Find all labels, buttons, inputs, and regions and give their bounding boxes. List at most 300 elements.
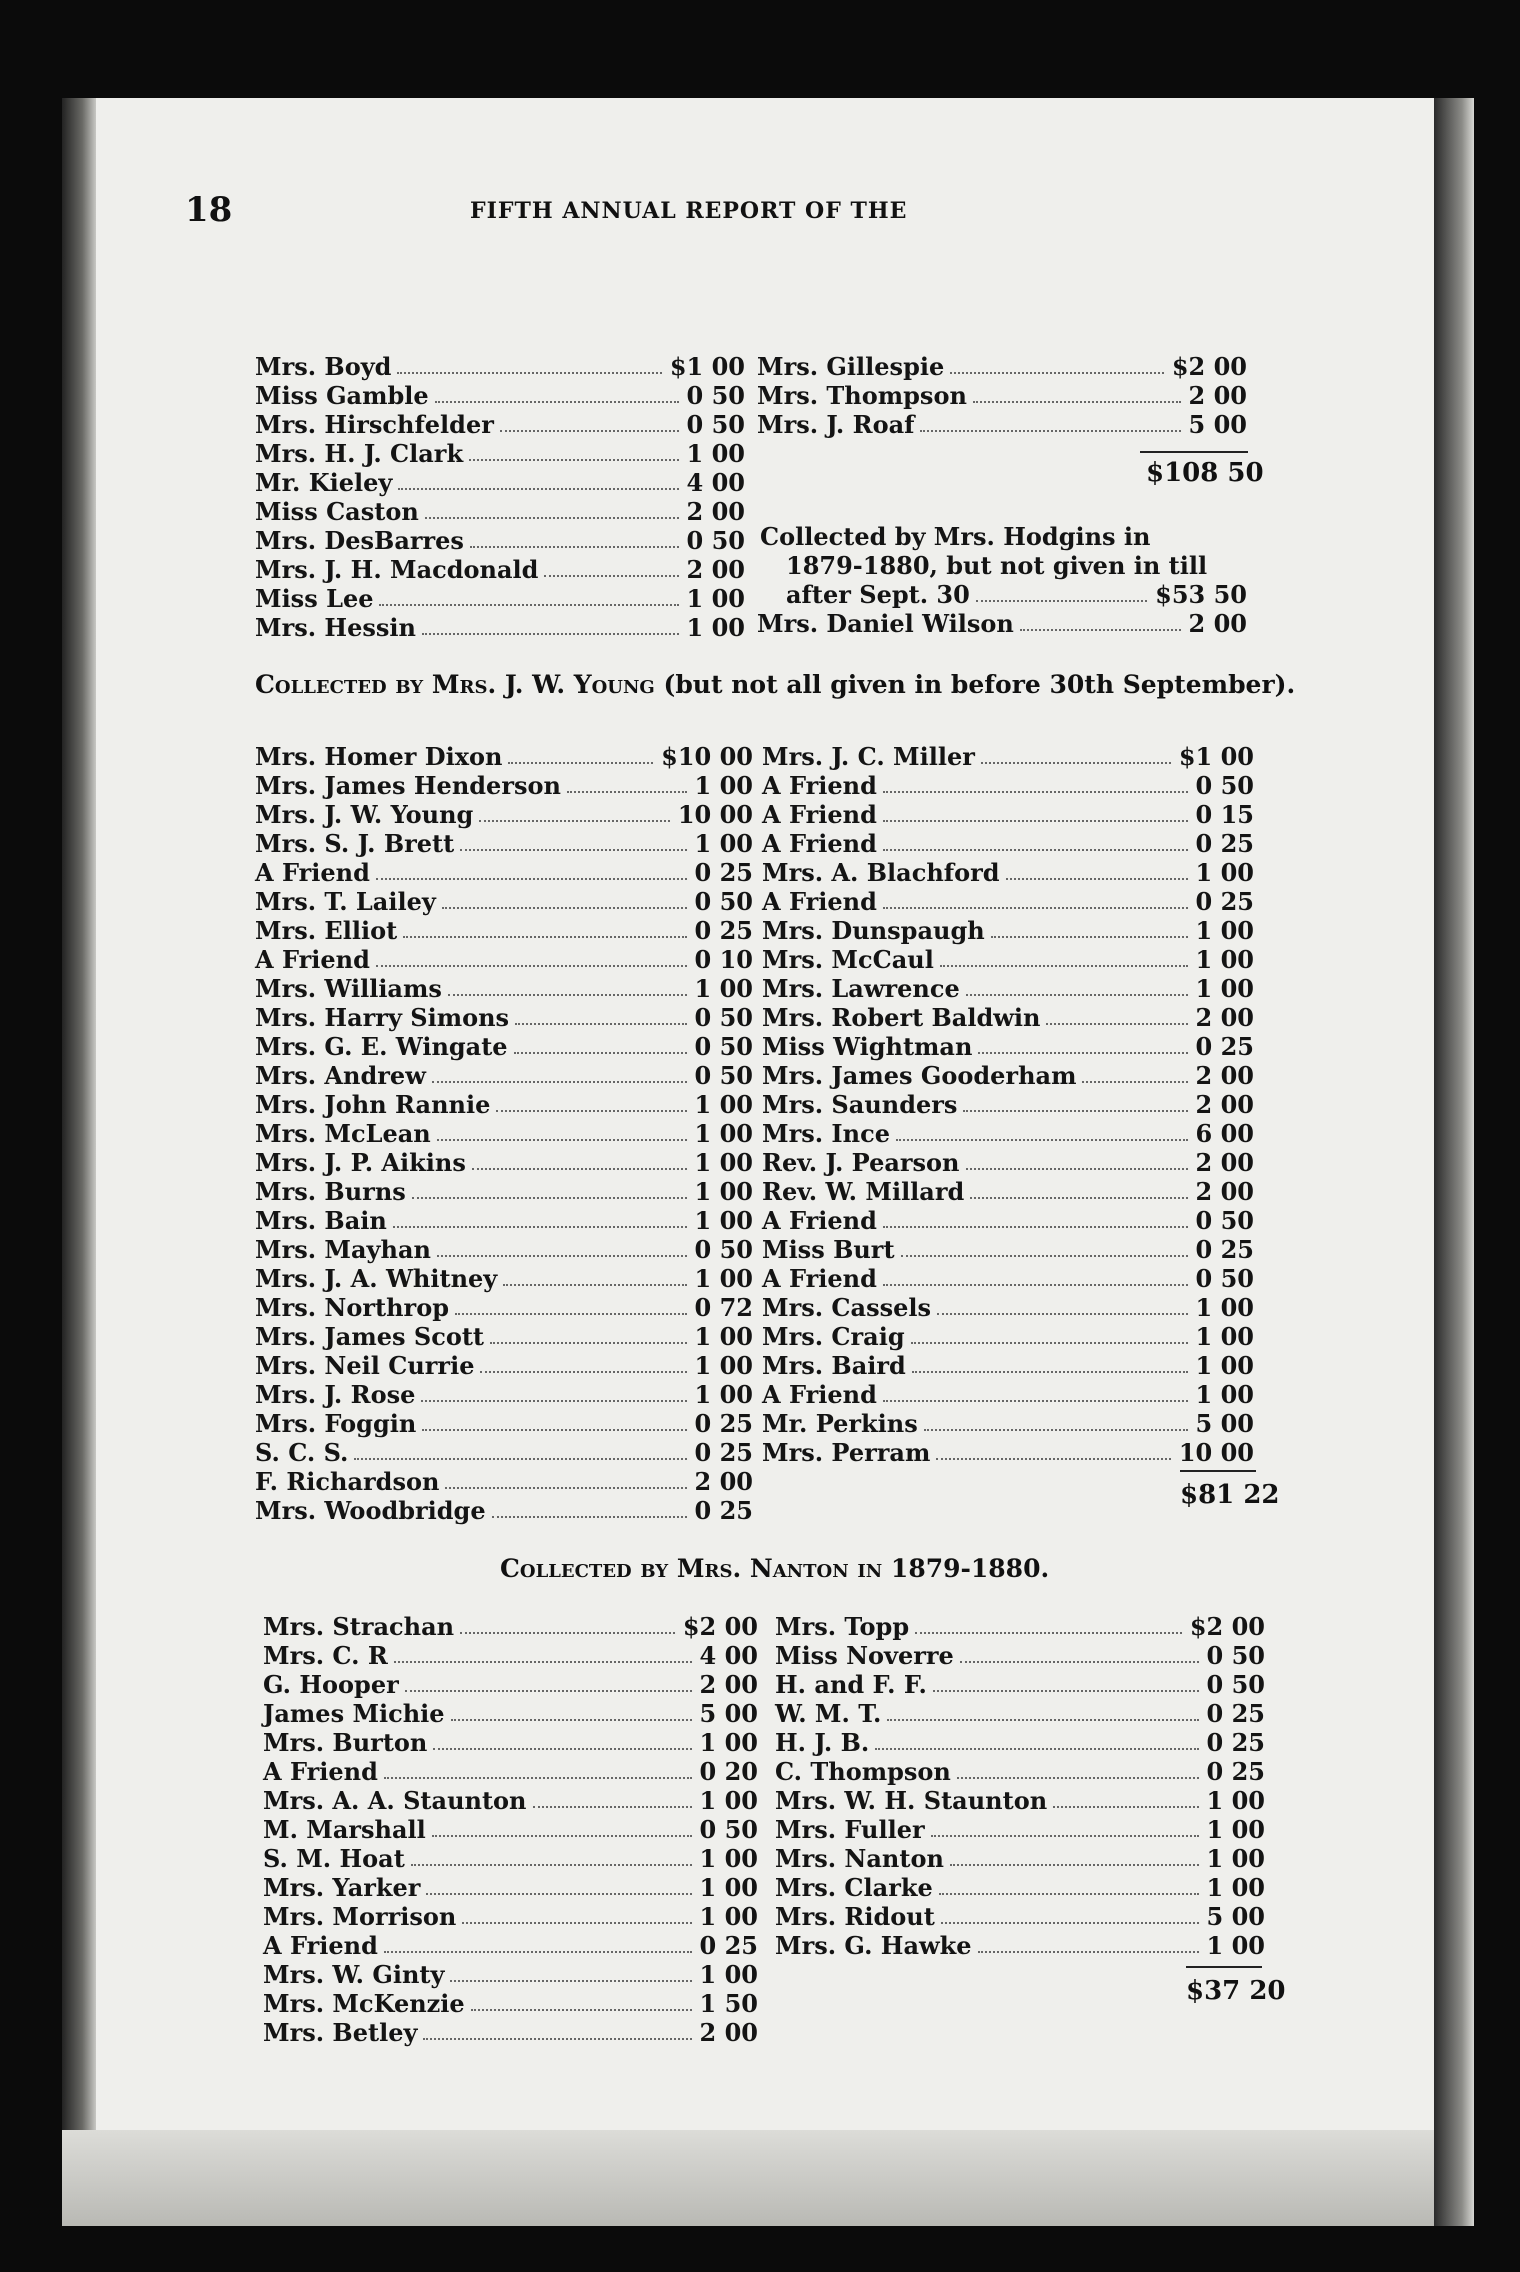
leader-dots [437, 1253, 687, 1257]
leader-dots [533, 1804, 692, 1808]
contributor-name: Mrs. Foggin [255, 1409, 417, 1438]
leader-dots [471, 2007, 692, 2011]
contributor-name: Mrs. DesBarres [255, 526, 464, 555]
contributor-name: Mrs. Neil Currie [255, 1351, 475, 1380]
ledger-entry [757, 352, 1247, 381]
leader-dots [394, 1659, 692, 1663]
amount: 1 00 [1195, 945, 1254, 974]
ledger-entry [255, 916, 753, 945]
leader-dots [912, 1369, 1188, 1373]
amount: 1 00 [1206, 1931, 1265, 1960]
amount: 0 25 [694, 858, 753, 887]
contributor-name: A Friend [762, 1264, 877, 1293]
facing-page-edge [1434, 98, 1474, 2226]
ledger-entry [762, 887, 1254, 916]
leader-dots [479, 818, 670, 822]
leader-dots [939, 1891, 1199, 1895]
ledger-entry [255, 468, 745, 497]
amount: 1 00 [694, 1264, 753, 1293]
section1-total: $108 50 [1146, 458, 1264, 488]
contributor-name: Mrs. Strachan [263, 1612, 455, 1641]
ledger-entry [762, 916, 1254, 945]
amount: 5 00 [1195, 1409, 1254, 1438]
amount: 0 50 [694, 887, 753, 916]
leader-dots [937, 1311, 1188, 1315]
contributor-name: Mrs. Burton [263, 1728, 428, 1757]
leader-dots [426, 1891, 692, 1895]
amount: 0 50 [1206, 1641, 1265, 1670]
contributor-name: Miss Noverre [775, 1641, 954, 1670]
ledger-entry [255, 742, 753, 771]
contributor-name: Miss Lee [255, 584, 374, 613]
contributor-name: Mrs. J. W. Young [255, 800, 474, 829]
contributor-name: A Friend [255, 945, 370, 974]
ledger-entry [762, 945, 1254, 974]
leader-dots [376, 876, 687, 880]
contributor-name: Mrs. Ince [762, 1119, 890, 1148]
amount: 2 00 [1188, 609, 1247, 638]
amount: 1 00 [1195, 1380, 1254, 1409]
ledger-entry [263, 1728, 758, 1757]
leader-dots [966, 1166, 1188, 1170]
leader-dots [883, 789, 1188, 793]
ledger-entry [762, 1293, 1254, 1322]
ledger-entry [255, 526, 745, 555]
contributor-name: A Friend [762, 771, 877, 800]
ledger-entry [762, 1003, 1254, 1032]
amount: $2 00 [1171, 352, 1247, 381]
ledger-entry [263, 1873, 758, 1902]
leader-dots [970, 1195, 1188, 1199]
leader-dots [875, 1746, 1199, 1750]
leader-dots [933, 1688, 1199, 1692]
leader-dots [896, 1137, 1188, 1141]
amount: 0 50 [699, 1815, 758, 1844]
contributor-name: A Friend [762, 829, 877, 858]
contributor-name: A Friend [263, 1757, 378, 1786]
ledger-entry [255, 1090, 753, 1119]
amount: 0 15 [1195, 800, 1254, 829]
leader-dots [384, 1775, 692, 1779]
amount: 1 00 [1195, 916, 1254, 945]
amount: 1 00 [694, 1119, 753, 1148]
amount: 0 25 [1195, 1235, 1254, 1264]
hodgins-note-line3 [786, 580, 1247, 609]
ledger-entry [263, 1902, 758, 1931]
ledger-entry [762, 829, 1254, 858]
ledger-entry [775, 1844, 1265, 1873]
amount: 1 00 [694, 1177, 753, 1206]
leader-dots [966, 992, 1188, 996]
contributor-name: G. Hooper [263, 1670, 399, 1699]
contributor-name: Mrs. Williams [255, 974, 442, 1003]
leader-dots [462, 1920, 692, 1924]
amount: 1 00 [694, 829, 753, 858]
leader-dots [920, 428, 1181, 432]
ledger-entry [762, 1380, 1254, 1409]
leader-dots [1082, 1079, 1188, 1083]
amount: 2 00 [1195, 1003, 1254, 1032]
contributor-name: Mrs. Hessin [255, 613, 416, 642]
ledger-entry [255, 1119, 753, 1148]
ledger-entry [255, 1438, 753, 1467]
ledger-entry [255, 1264, 753, 1293]
ledger-entry [775, 1902, 1265, 1931]
contributor-name: Mrs. Thompson [757, 381, 967, 410]
amount: 1 00 [694, 1090, 753, 1119]
ledger-entry [775, 1728, 1265, 1757]
leader-dots [957, 1775, 1199, 1779]
amount: 1 00 [699, 1960, 758, 1989]
contributor-name: Mrs. James Henderson [255, 771, 561, 800]
ledger-entry [263, 2018, 758, 2047]
contributor-name: M. Marshall [263, 1815, 426, 1844]
ledger-entry [762, 742, 1254, 771]
amount: 0 25 [1206, 1699, 1265, 1728]
contributor-name: Mrs. J. P. Aikins [255, 1148, 466, 1177]
leader-dots [448, 992, 687, 996]
section1-after-note [757, 609, 1247, 638]
contributor-name: Rev. W. Millard [762, 1177, 965, 1206]
amount: 1 00 [694, 974, 753, 1003]
ledger-entry [762, 1351, 1254, 1380]
leader-dots [978, 1949, 1199, 1953]
amount: 0 25 [1206, 1728, 1265, 1757]
ledger-entry [255, 439, 745, 468]
section2-heading [255, 670, 1295, 699]
leader-dots [405, 1688, 692, 1692]
amount: 0 50 [694, 1032, 753, 1061]
leader-dots [941, 1920, 1199, 1924]
amount: 1 00 [1195, 858, 1254, 887]
book-spine-shadow [62, 98, 96, 2226]
amount: 1 00 [699, 1728, 758, 1757]
leader-dots [450, 1978, 692, 1982]
section2-left-column [255, 742, 753, 1525]
section3-right-column [775, 1612, 1265, 1960]
amount: 1 00 [699, 1873, 758, 1902]
contributor-name: A Friend [263, 1931, 378, 1960]
amount: 2 00 [694, 1467, 753, 1496]
amount: 0 50 [694, 1061, 753, 1090]
hodgins-note-line2: 1879-1880, but not given in till [786, 551, 1208, 580]
leader-dots [567, 789, 687, 793]
contributor-name: Mrs. G. Hawke [775, 1931, 972, 1960]
section3-heading: Collected by Mrs. Nanton in 1879-1880. [500, 1554, 1050, 1583]
ledger-entry [762, 771, 1254, 800]
ledger-entry [255, 1177, 753, 1206]
ledger-entry [255, 1148, 753, 1177]
amount: 2 00 [1195, 1090, 1254, 1119]
ledger-entry [255, 771, 753, 800]
amount: 1 00 [694, 1351, 753, 1380]
contributor-name: Mrs. Cassels [762, 1293, 932, 1322]
leader-dots [1020, 627, 1181, 631]
amount: 0 50 [1195, 1206, 1254, 1235]
leader-dots [514, 1050, 687, 1054]
leader-dots [883, 818, 1188, 822]
hodgins-note-text: after Sept. 30 [786, 580, 970, 609]
leader-dots [883, 1282, 1188, 1286]
leader-dots [432, 1833, 692, 1837]
leader-dots [515, 1021, 687, 1025]
ledger-entry [255, 974, 753, 1003]
amount: 0 50 [1206, 1670, 1265, 1699]
leader-dots [500, 428, 679, 432]
amount: 0 10 [694, 945, 753, 974]
amount: 1 00 [694, 1322, 753, 1351]
amount: $1 00 [669, 352, 745, 381]
ledger-entry [255, 1467, 753, 1496]
ledger-entry [255, 1380, 753, 1409]
contributor-name: C. Thompson [775, 1757, 951, 1786]
contributor-name: Mrs. Clarke [775, 1873, 933, 1902]
amount: 0 50 [686, 526, 745, 555]
contributor-name: Mrs. A. A. Staunton [263, 1786, 527, 1815]
ledger-entry [775, 1612, 1265, 1641]
amount: 1 00 [694, 1380, 753, 1409]
amount: 0 25 [694, 916, 753, 945]
contributor-name: Mrs. W. H. Staunton [775, 1786, 1048, 1815]
ledger-entry [263, 1641, 758, 1670]
contributor-name: Mrs. Homer Dixon [255, 742, 503, 771]
leader-dots [411, 1862, 692, 1866]
amount: 1 00 [1195, 1293, 1254, 1322]
amount: 2 00 [1195, 1177, 1254, 1206]
amount: 0 25 [1195, 829, 1254, 858]
contributor-name: Mrs. James Scott [255, 1322, 484, 1351]
ledger-entry [255, 1003, 753, 1032]
section2-total: $81 22 [1180, 1480, 1280, 1510]
contributor-name: Mrs. J. Rose [255, 1380, 416, 1409]
ledger-entry [762, 1148, 1254, 1177]
amount: $2 00 [1189, 1612, 1265, 1641]
ledger-entry [255, 352, 745, 381]
ledger-entry [775, 1786, 1265, 1815]
leader-dots [398, 486, 679, 490]
contributor-name: A Friend [762, 800, 877, 829]
ledger-entry [757, 381, 1247, 410]
contributor-name: Miss Wightman [762, 1032, 973, 1061]
leader-dots [480, 1369, 687, 1373]
leader-dots [423, 2036, 692, 2040]
contributor-name: Mrs. Saunders [762, 1090, 958, 1119]
contributor-name: Mrs. Ridout [775, 1902, 935, 1931]
leader-dots [960, 1659, 1199, 1663]
ledger-entry [762, 1264, 1254, 1293]
amount: 4 00 [686, 468, 745, 497]
ledger-entry [255, 1061, 753, 1090]
amount: 0 50 [1195, 1264, 1254, 1293]
leader-dots [379, 602, 679, 606]
contributor-name: Mrs. J. C. Miller [762, 742, 975, 771]
amount: 0 25 [694, 1409, 753, 1438]
leader-dots [460, 1630, 675, 1634]
contributor-name: H. J. B. [775, 1728, 870, 1757]
amount: $10 00 [661, 742, 753, 771]
amount: 0 25 [699, 1931, 758, 1960]
ledger-entry [263, 1670, 758, 1699]
contributor-name: Mrs. McCaul [762, 945, 934, 974]
leader-dots [883, 1398, 1188, 1402]
ledger-entry [757, 410, 1247, 439]
amount: 0 20 [699, 1757, 758, 1786]
ledger-entry [255, 800, 753, 829]
contributor-name: A Friend [762, 1380, 877, 1409]
ledger-entry [255, 381, 745, 410]
ledger-entry [775, 1641, 1265, 1670]
amount: 2 00 [699, 1670, 758, 1699]
contributor-name: Mrs. Baird [762, 1351, 906, 1380]
leader-dots [422, 631, 679, 635]
leader-dots [469, 457, 679, 461]
amount: 2 00 [686, 497, 745, 526]
leader-dots [393, 1224, 687, 1228]
leader-dots [492, 1514, 687, 1518]
amount: 0 25 [1195, 1032, 1254, 1061]
leader-dots [437, 1137, 687, 1141]
amount: 0 25 [1195, 887, 1254, 916]
amount: 4 00 [699, 1641, 758, 1670]
ledger-entry [255, 1409, 753, 1438]
contributor-name: Mrs. Mayhan [255, 1235, 431, 1264]
contributor-name: Mrs. Topp [775, 1612, 910, 1641]
section3-left-column [263, 1612, 758, 2047]
contributor-name: Rev. J. Pearson [762, 1148, 960, 1177]
leader-dots [425, 515, 679, 519]
amount: 5 00 [1188, 410, 1247, 439]
contributor-name: Mrs. J. Roaf [757, 410, 915, 439]
ledger-entry [762, 858, 1254, 887]
amount: 2 00 [699, 2018, 758, 2047]
ledger-entry [255, 1351, 753, 1380]
ledger-entry [255, 1032, 753, 1061]
contributor-name: S. C. S. [255, 1438, 349, 1467]
ledger-entry [255, 1496, 753, 1525]
leader-dots [508, 760, 653, 764]
contributor-name: Mrs. Fuller [775, 1815, 925, 1844]
amount: 2 00 [1195, 1061, 1254, 1090]
amount: 1 00 [699, 1844, 758, 1873]
ledger-entry [255, 1235, 753, 1264]
ledger-entry [255, 1322, 753, 1351]
ledger-entry [263, 1612, 758, 1641]
leader-dots [950, 1862, 1199, 1866]
ledger-entry [263, 1989, 758, 2018]
leader-dots [435, 399, 679, 403]
contributor-name: Mrs. McKenzie [263, 1989, 465, 2018]
leader-dots [421, 1398, 687, 1402]
section1-total-rule [1140, 451, 1248, 453]
amount: 1 00 [1206, 1786, 1265, 1815]
amount: 2 00 [1188, 381, 1247, 410]
contributor-name: Mrs. Yarker [263, 1873, 421, 1902]
leader-dots [901, 1253, 1188, 1257]
leader-dots [963, 1108, 1188, 1112]
contributor-name: Mrs. James Gooderham [762, 1061, 1077, 1090]
ledger-entry [263, 1960, 758, 1989]
leader-dots [455, 1311, 687, 1315]
ledger-entry [757, 609, 1247, 638]
hodgins-note-line1: Collected by Mrs. Hodgins in [760, 522, 1151, 551]
ledger-entry [762, 1322, 1254, 1351]
amount: 0 25 [694, 1438, 753, 1467]
amount: 0 50 [694, 1003, 753, 1032]
leader-dots [433, 1746, 692, 1750]
ledger-entry [255, 1206, 753, 1235]
ledger-entry [762, 800, 1254, 829]
ledger-entry [263, 1786, 758, 1815]
ledger-entry [263, 1757, 758, 1786]
ledger-entry [762, 1235, 1254, 1264]
ledger-entry [775, 1757, 1265, 1786]
contributor-name: Mrs. John Rannie [255, 1090, 491, 1119]
section2-heading-main: Collected by Mrs. J. W. Young [255, 670, 655, 699]
leader-dots [384, 1949, 692, 1953]
contributor-name: Miss Caston [255, 497, 419, 526]
ledger-entry [762, 1409, 1254, 1438]
contributor-name: Mrs. W. Ginty [263, 1960, 445, 1989]
contributor-name: W. M. T. [775, 1699, 882, 1728]
contributor-name: H. and F. F. [775, 1670, 927, 1699]
leader-dots [978, 1050, 1188, 1054]
amount: 10 00 [677, 800, 753, 829]
running-title: FIFTH ANNUAL REPORT OF THE [470, 198, 908, 224]
contributor-name: F. Richardson [255, 1467, 440, 1496]
hodgins-note-amount: $53 50 [1155, 580, 1247, 609]
leader-dots [940, 963, 1188, 967]
contributor-name: Mrs. Nanton [775, 1844, 944, 1873]
amount: 1 00 [686, 439, 745, 468]
leader-dots [451, 1717, 692, 1721]
leader-dots [442, 905, 687, 909]
leader-dots [936, 1456, 1171, 1460]
leader-dots [412, 1195, 687, 1199]
contributor-name: Mrs. Andrew [255, 1061, 426, 1090]
ledger-entry [255, 887, 753, 916]
contributor-name: Mrs. Woodbridge [255, 1496, 486, 1525]
ledger-entry [255, 497, 745, 526]
leader-dots [883, 905, 1188, 909]
amount: 0 50 [1195, 771, 1254, 800]
contributor-name: Mrs. G. E. Wingate [255, 1032, 508, 1061]
contributor-name: Mr. Perkins [762, 1409, 918, 1438]
amount: $2 00 [682, 1612, 758, 1641]
ledger-entry [255, 1293, 753, 1322]
section2-heading-note: (but not all given in before 30th September). [654, 670, 1296, 699]
ledger-entry [255, 858, 753, 887]
section2-right-column [762, 742, 1254, 1467]
ledger-entry [775, 1670, 1265, 1699]
leader-dots [445, 1485, 687, 1489]
leader-dots [544, 573, 679, 577]
leader-dots [911, 1340, 1188, 1344]
section3-total: $37 20 [1186, 1976, 1286, 2006]
contributor-name: Mrs. Harry Simons [255, 1003, 510, 1032]
contributor-name: Mrs. Perram [762, 1438, 931, 1467]
contributor-name: Mrs. Elliot [255, 916, 398, 945]
ledger-entry [255, 829, 753, 858]
leader-dots [432, 1079, 687, 1083]
contributor-name: A Friend [762, 887, 877, 916]
contributor-name: Mrs. Morrison [263, 1902, 457, 1931]
ledger-entry [762, 1206, 1254, 1235]
leader-dots [496, 1108, 687, 1112]
ledger-entry [762, 1090, 1254, 1119]
section1-left-column [255, 352, 745, 642]
contributor-name: Mr. Kieley [255, 468, 393, 497]
leader-dots [490, 1340, 687, 1344]
